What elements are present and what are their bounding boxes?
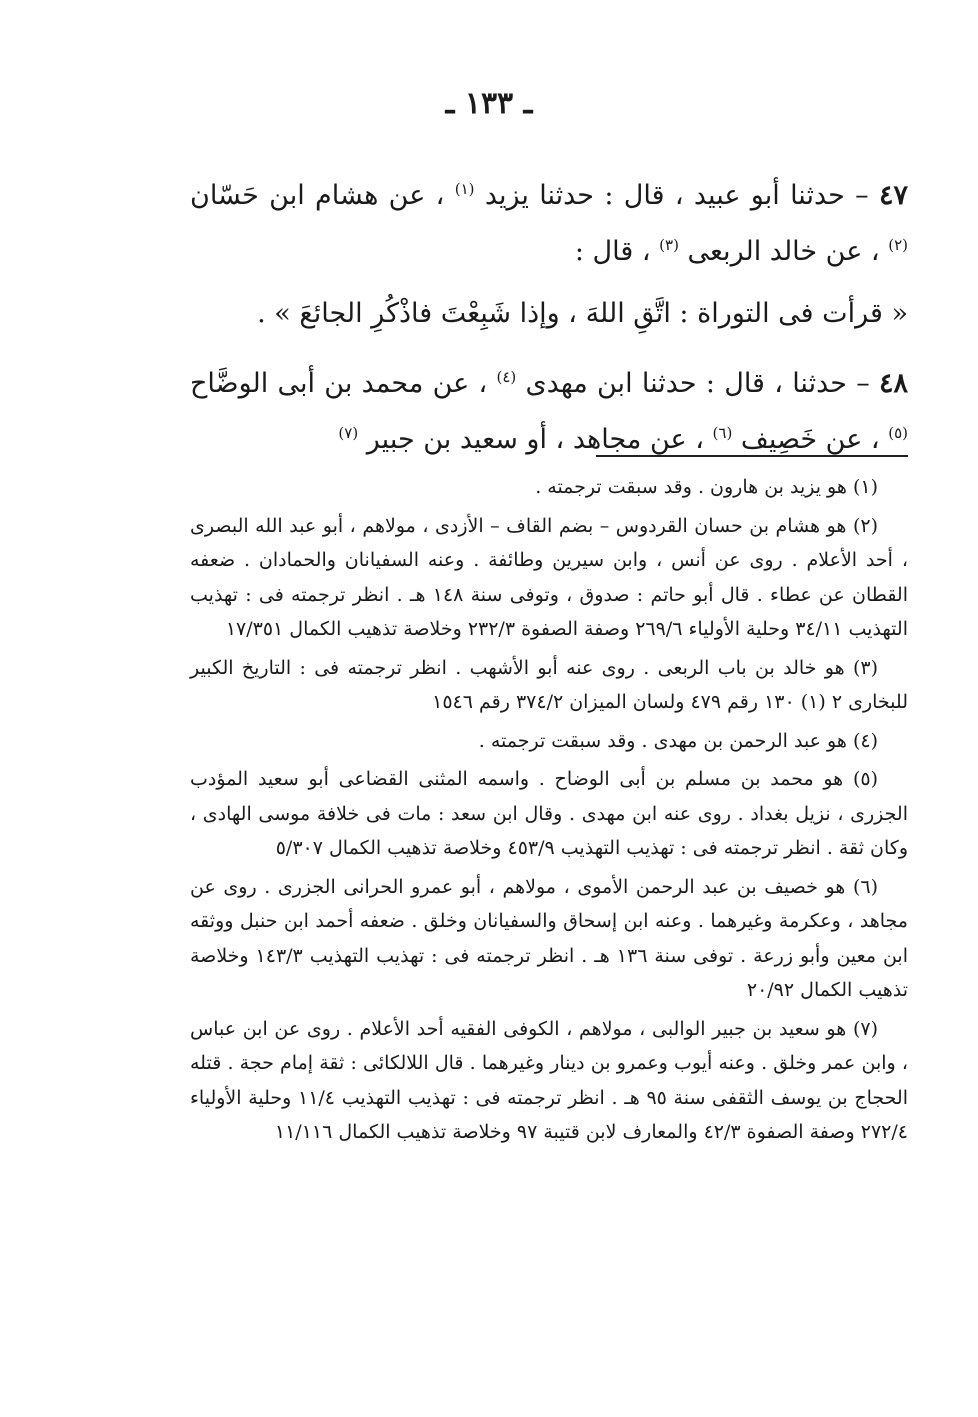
footnote-1 xyxy=(190,470,908,505)
footnote-ref[interactable]: (٤) xyxy=(496,368,517,386)
footnote-ref[interactable]: (٣) xyxy=(659,236,679,254)
footnote-2 xyxy=(190,509,908,647)
footnote-6 xyxy=(190,870,908,1008)
hadith-number: ٤٧ xyxy=(878,180,908,211)
footnote-mark: (١) xyxy=(852,476,878,498)
text-segment: ، عن خالد الربعى xyxy=(678,236,889,267)
footnote-text: هو عبد الرحمن بن مهدى . وقد سبقت ترجمته . xyxy=(478,729,853,752)
footnote-4 xyxy=(190,724,908,759)
footnote-mark: (٣) xyxy=(852,656,878,679)
footnote-ref[interactable]: (٥) xyxy=(888,424,908,442)
footnote-ref[interactable]: (١) xyxy=(454,180,475,198)
text-segment: – حدثنا ، قال : حدثنا ابن مهدى xyxy=(516,368,879,399)
footnote-mark: (٧) xyxy=(852,1017,878,1040)
main-text xyxy=(190,168,908,474)
text-segment: ، عن هشام ابن حَسّان xyxy=(190,180,455,211)
footnote-mark: (٦) xyxy=(852,875,878,898)
footnote-mark: (٤) xyxy=(852,729,878,752)
footnotes xyxy=(190,470,908,1154)
footnote-3 xyxy=(190,651,908,720)
quote-paragraph: « قرأت فى التوراة : اتَّقِ اللهَ ، وإذا شَبِعْتَ فاذْكُرِ الجائعَ » . xyxy=(257,298,908,329)
footnote-text: هو سعيد بن جبير الوالبى ، مولاهم ، الكوفى الفقيه أحد الأعلام . روى عن ابن عباس ، وابن عمر وخلق . وعنه أيوب وعمرو بن دينار وغيرهما . قال اللالكائى : ثقة إمام حجة . قتله الحجاج بن يوسف الثقفى سنة ٩٥ هـ . انظر ترجمته فى : تهذيب التهذيب ١١/٤ وحلية الأولياء ٢٧٢/٤ وصفة الصفوة ٤٢/٣ والمعارف لابن قتيبة ٩٧ وخلاصة تذهيب الكمال ١١/١١٦ xyxy=(190,1017,908,1143)
paragraph-48 xyxy=(190,356,908,468)
footnote-7 xyxy=(190,1012,908,1150)
text-segment: ، عن مجاهد ، أو سعيد بن جبير xyxy=(358,424,713,455)
text-segment: ، عن خَصِيف xyxy=(732,424,889,455)
hadith-number: ٤٨ xyxy=(878,368,908,399)
text-segment: – حدثنا أبو عبيد ، قال : حدثنا يزيد xyxy=(474,180,879,211)
footnote-text: هو يزيد بن هارون . وقد سبقت ترجمته . xyxy=(535,476,853,498)
footnote-ref[interactable]: (٢) xyxy=(888,236,908,254)
footnote-text: هو خالد بن باب الربعى . روى عنه أبو الأشهب . انظر ترجمته فى : التاريخ الكبير للبخارى ٢ (١) ١٣٠ رقم ٤٧٩ ولسان الميزان ٣٧٤/٢ رقم ١٥٤٦ xyxy=(190,656,908,713)
page-number: ـ ١٣٣ ـ xyxy=(445,86,533,121)
footnote-ref[interactable]: (٦) xyxy=(712,424,733,442)
text-segment: ، قال : xyxy=(574,236,660,267)
footnote-divider xyxy=(596,455,908,457)
footnote-mark: (٥) xyxy=(852,768,878,790)
text-segment: ، عن محمد بن أبى الوضَّاح xyxy=(190,368,497,399)
footnote-5 xyxy=(190,762,908,866)
footnote-text: هو خصيف بن عبد الرحمن الأموى ، مولاهم ، أبو عمرو الحرانى الجزرى . روى عن مجاهد ، وعكرمة وغيرهما . وعنه ابن إسحاق والسفيانان وخلق . ضعفه أحمد ابن حنبل ووثقه ابن معين وأبو زرعة . توفى سنة ١٣٦ هـ . انظر ترجمته فى : تهذيب التهذيب ١٤٣/٣ وخلاصة تذهيب الكمال ٢٠/٩٢ xyxy=(190,875,908,1001)
footnote-ref[interactable]: (٧) xyxy=(338,424,359,442)
footnote-text: هو محمد بن مسلم بن أبى الوضاح . واسمه المثنى القضاعى أبو سعيد المؤدب الجزرى ، نزيل بغداد . روى عنه ابن مهدى . وقال ابن سعد : مات فى خلافة موسى الهادى ، وكان ثقة . انظر ترجمته فى : تهذيب التهذيب ٤٥٣/٩ وخلاصة تذهيب الكمال ٥/٣٠٧ xyxy=(190,768,908,859)
paragraph-47 xyxy=(190,168,908,280)
footnote-text: هو هشام بن حسان القردوس – بضم القاف – الأزدى ، مولاهم ، أبو عبد الله البصرى ، أحد الأعلام . روى عن أنس ، وابن سيرين وطائفة . وعنه السفيانان والحمادان . ضعفه القطان عن عطاء . قال أبو حاتم : صدوق ، وتوفى سنة ١٤٨ هـ . انظر ترجمته فى : تهذيب التهذيب ٣٤/١١ وحلية الأولياء ٢٦٩/٦ وصفة الصفوة ٢٣٢/٣ وخلاصة تذهيب الكمال ١٧/٣٥١ xyxy=(190,514,908,640)
footnote-mark: (٢) xyxy=(852,514,878,537)
